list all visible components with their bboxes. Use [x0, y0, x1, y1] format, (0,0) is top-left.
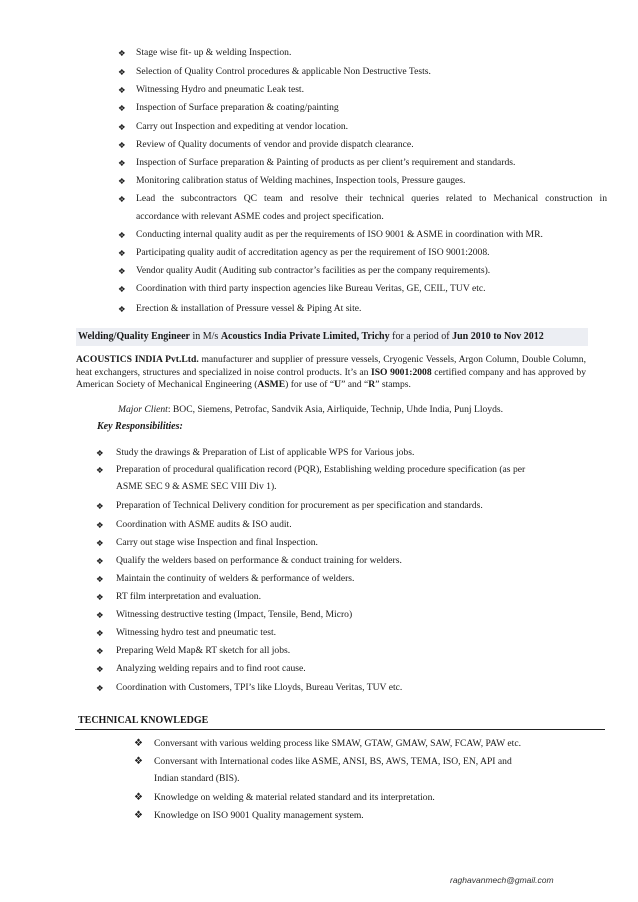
footer-email: raghavanmech@gmail.com: [450, 875, 554, 885]
r-stamp: R: [368, 379, 376, 390]
u-stamp: U: [334, 379, 342, 390]
list-item: Lead the subcontractors QC team and resolve their technical queries related to Mechanical construction in: [136, 193, 607, 204]
list-item: Maintain the continuity of welders & performance of welders.: [116, 573, 355, 584]
bullet-icon: ❖: [96, 465, 104, 475]
list-item-continuation: accordance with relevant ASME codes and project specification.: [136, 211, 384, 222]
bullet-icon: ❖: [96, 664, 104, 674]
list-item-continuation: ASME SEC 9 & ASME SEC VIII Div 1).: [116, 481, 277, 492]
asme-text: ASME: [257, 379, 286, 390]
company-text: ” and “: [341, 379, 369, 390]
job-in-text: in M/s: [189, 331, 221, 342]
list-item: Witnessing destructive testing (Impact, Tensile, Bend, Micro): [116, 609, 353, 620]
bullet-icon: ❖: [118, 158, 126, 168]
list-item: Erection & installation of Pressure vessel & Piping At site.: [136, 303, 362, 314]
list-item: Inspection of Surface preparation & Painting of products as per client’s requirement and standards.: [136, 157, 516, 168]
company-text: manufacturer and supplier of pressure vessels, Cryogenic Vessels, Argon Column, Double Column, heat exchangers, structures and specialized in noise control products. It’s an: [76, 354, 586, 378]
bullet-icon: ❖: [118, 176, 126, 186]
technical-knowledge-heading: TECHNICAL KNOWLEDGE: [78, 715, 209, 726]
list-item: Review of Quality documents of vendor and provide dispatch clearance.: [136, 139, 414, 150]
job-period-text: for a period of: [389, 331, 453, 342]
bullet-icon: ❖: [118, 67, 126, 77]
list-item-continuation: Indian standard (BIS).: [154, 773, 240, 784]
bullet-icon: ❖: [134, 756, 143, 767]
list-item: Coordination with ASME audits & ISO audit.: [116, 519, 292, 530]
bullet-icon: ❖: [96, 448, 104, 458]
list-item: Preparation of Technical Delivery condition for procurement as per specification and standards.: [116, 500, 483, 511]
bullet-icon: ❖: [96, 592, 104, 602]
list-item: Knowledge on welding & material related standard and its interpretation.: [154, 792, 435, 803]
list-item: Analyzing welding repairs and to find root cause.: [116, 663, 306, 674]
list-item: Qualify the welders based on performance & conduct training for welders.: [116, 555, 402, 566]
bullet-icon: ❖: [96, 501, 104, 511]
bullet-icon: ❖: [118, 103, 126, 113]
list-item: Coordination with Customers, TPI’s like Lloyds, Bureau Veritas, TUV etc.: [116, 682, 403, 693]
bullet-icon: ❖: [118, 194, 126, 204]
list-item: Conducting internal quality audit as per the requirements of ISO 9001 & ASME in coordination with MR.: [136, 229, 543, 240]
bullet-icon: ❖: [96, 556, 104, 566]
bullet-icon: ❖: [134, 810, 143, 821]
bullet-icon: ❖: [134, 738, 143, 749]
list-item: RT film interpretation and evaluation.: [116, 591, 261, 602]
list-item: Preparation of procedural qualification record (PQR), Establishing welding procedure specification (as per: [116, 464, 526, 475]
bullet-icon: ❖: [118, 266, 126, 276]
list-item: Stage wise fit- up & welding Inspection.: [136, 47, 292, 58]
list-item: Vendor quality Audit (Auditing sub contractor’s facilities as per the company requirements).: [136, 265, 491, 276]
list-item: Preparing Weld Map& RT sketch for all jobs.: [116, 645, 291, 656]
iso-cert: ISO 9001:2008: [370, 366, 432, 378]
bullet-icon: ❖: [118, 122, 126, 132]
list-item: Carry out Inspection and expediting at vendor location.: [136, 121, 349, 132]
list-item: Witnessing Hydro and pneumatic Leak test.: [136, 84, 304, 95]
list-item: Monitoring calibration status of Welding machines, Inspection tools, Pressure gauges.: [136, 175, 466, 186]
major-client-label: Major Client: [118, 404, 168, 415]
bullet-icon: ❖: [96, 574, 104, 584]
company-text: ) for use of “: [285, 379, 335, 390]
key-responsibilities-heading: Key Responsibilities:: [97, 421, 183, 432]
list-item: Knowledge on ISO 9001 Quality management system.: [154, 810, 364, 821]
list-item: Study the drawings & Preparation of List of applicable WPS for Various jobs.: [116, 447, 415, 458]
major-client: [118, 404, 503, 416]
company-description: [76, 354, 586, 392]
list-item: Selection of Quality Control procedures & applicable Non Destructive Tests.: [136, 66, 431, 77]
list-item: Carry out stage wise Inspection and final Inspection.: [116, 537, 318, 548]
company-text: ” stamps.: [375, 379, 411, 390]
bullet-icon: ❖: [118, 48, 126, 58]
list-item: Conversant with International codes like ASME, ANSI, BS, AWS, TEMA, ISO, EN, API and: [154, 756, 512, 767]
job-period: Jun 2010 to Nov 2012: [452, 331, 544, 342]
section-divider: [75, 729, 605, 730]
list-item: Coordination with third party inspection agencies like Bureau Veritas, GE, CEIL, TUV etc.: [136, 283, 486, 294]
major-client-value: : BOC, Siemens, Petrofac, Sandvik Asia, Airliquide, Technip, Uhde India, Punj Lloyds.: [167, 404, 504, 415]
bullet-icon: ❖: [96, 683, 104, 693]
list-item: Inspection of Surface preparation & coating/painting: [136, 102, 339, 113]
job-company: Acoustics India Private Limited, Trichy: [220, 331, 390, 342]
bullet-icon: ❖: [96, 628, 104, 638]
company-name: ACOUSTICS INDIA Pvt.Ltd.: [76, 354, 199, 365]
list-item: Witnessing hydro test and pneumatic test.: [116, 627, 277, 638]
bullet-icon: ❖: [118, 85, 126, 95]
bullet-icon: ❖: [96, 538, 104, 548]
bullet-icon: ❖: [118, 284, 126, 294]
list-item: Participating quality audit of accreditation agency as per the requirement of ISO 9001:2008.: [136, 247, 490, 258]
company-text: certified company and has approved by American Society of Mechanical Engineering (: [76, 366, 586, 390]
bullet-icon: ❖: [134, 792, 143, 803]
bullet-icon: ❖: [118, 248, 126, 258]
list-item: Conversant with various welding process like SMAW, GTAW, GMAW, SAW, FCAW, PAW etc.: [154, 738, 521, 749]
bullet-icon: ❖: [118, 230, 126, 240]
job-heading: [76, 328, 588, 346]
bullet-icon: ❖: [118, 140, 126, 150]
bullet-icon: ❖: [96, 520, 104, 530]
bullet-icon: ❖: [118, 304, 126, 314]
bullet-icon: ❖: [96, 610, 104, 620]
bullet-icon: ❖: [96, 646, 104, 656]
job-role: Welding/Quality Engineer: [78, 331, 190, 342]
